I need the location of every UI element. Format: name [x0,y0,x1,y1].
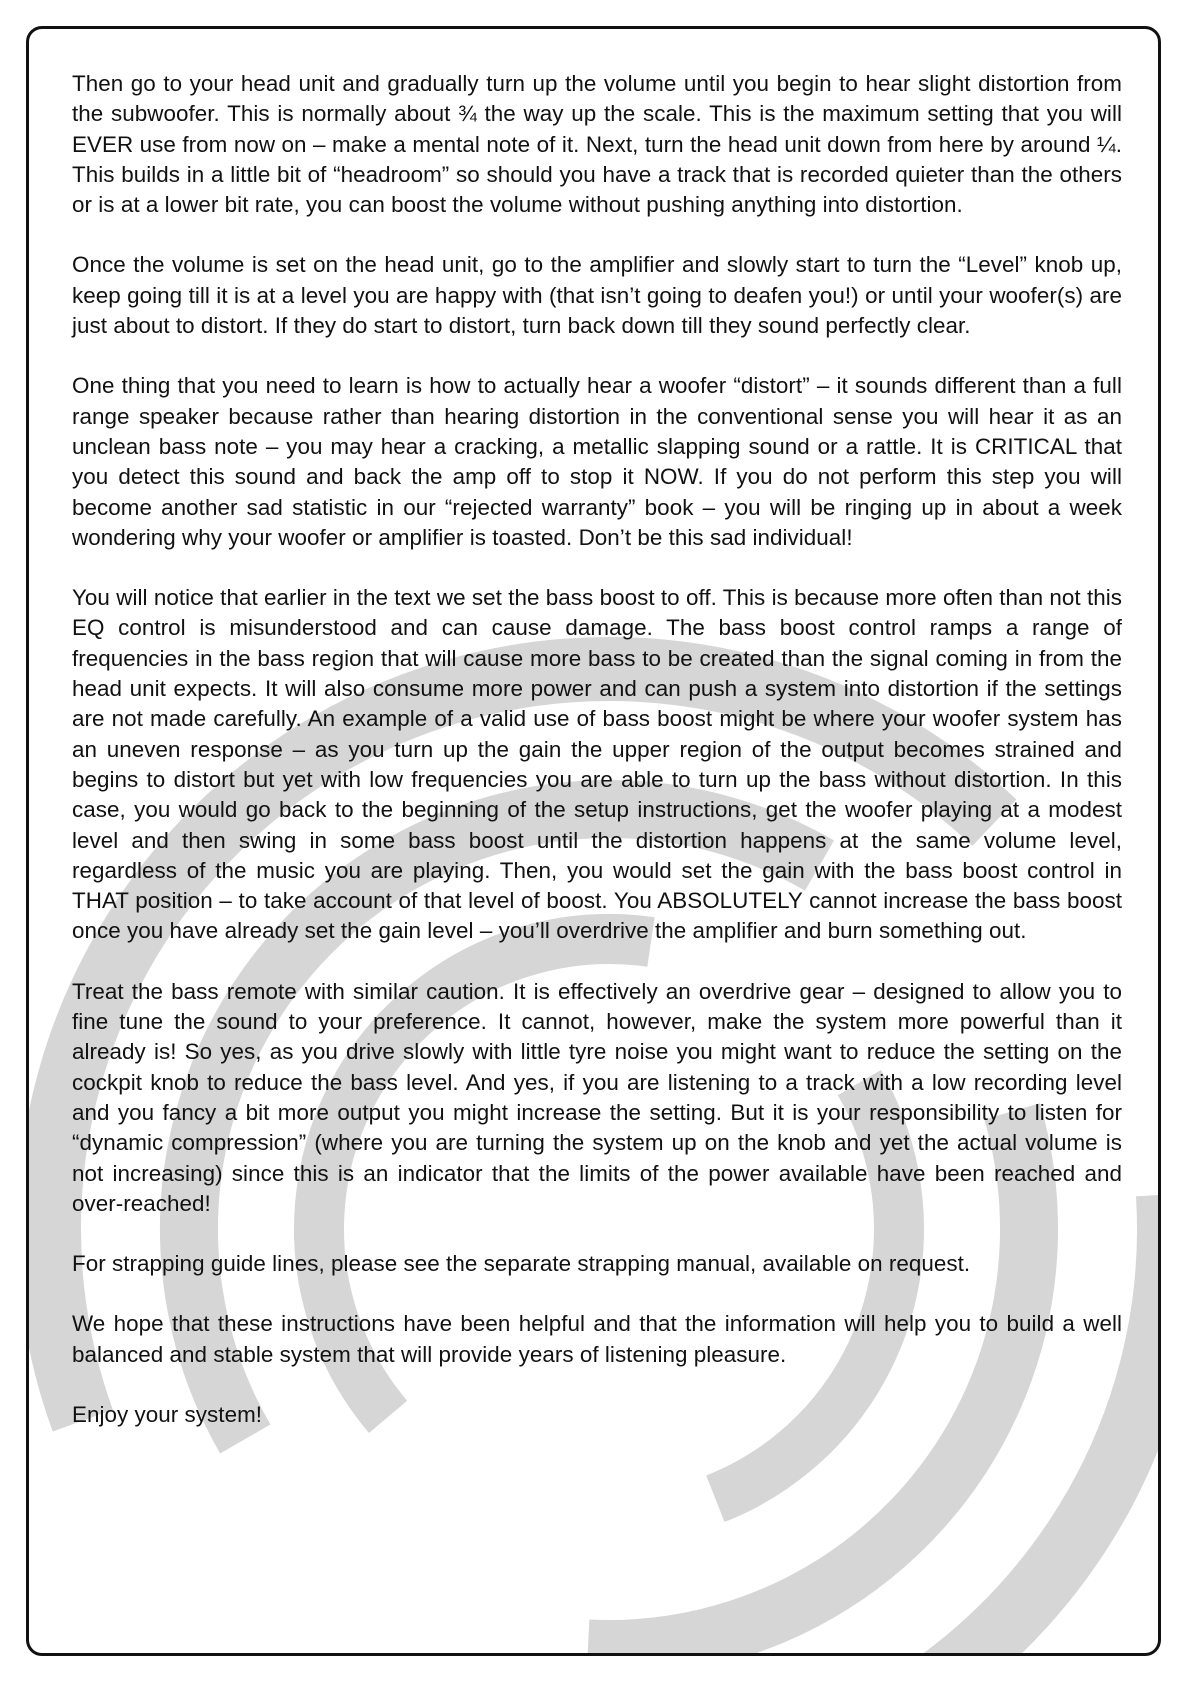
document-body [72,69,1122,1460]
paragraph-8: Enjoy your system! [72,1401,263,1427]
paragraph-6: For strapping guide lines, please see the separate strapping manual, available on request. [72,1251,971,1277]
paragraph-1: Then go to your head unit and gradually turn up the volume until you begin to hear slight distortion from the subwoofer. This is normally about ¾ the way up the scale. This is the maximum setting that you will EVER use from now on – make a mental note of it. Next, turn the head unit down from here by around ¼. This builds in a little bit of “headroom” so should you have a track that is recorded quieter than the others or is at a lower bit rate, you can boost the volume without pushing anything into distortion. [72,71,1122,218]
paragraph-3: One thing that you need to learn is how to actually hear a woofer “distort” – it sounds different than a full range speaker because rather than hearing distortion in the conventional sense you will hear it as an unclean bass note – you may hear a cracking, a metallic slapping sound or a rattle. It is CRITICAL that you detect this sound and back the amp off to stop it NOW. If you do not perform this step you will become another sad statistic in our “rejected warranty” book – you will be ringing up in about a week wondering why your woofer or amplifier is toasted. Don’t be this sad individual! [72,373,1122,550]
page-frame [26,26,1161,1656]
paragraph-2: Once the volume is set on the head unit, go to the amplifier and slowly start to turn the “Level” knob up, keep going till it is at a level you are happy with (that isn’t going to deafen you!) or until your woofer(s) are just about to distort. If they do start to distort, turn back down till they sound perfectly clear. [72,252,1122,339]
paragraph-5: Treat the bass remote with similar caution. It is effectively an overdrive gear – designed to allow you to fine tune the sound to your preference. It cannot, however, make the system more powerful than it already is! So yes, as you drive slowly with little tyre noise you might want to reduce the setting on the cockpit knob to reduce the bass level. And yes, if you are listening to a track with a low recording level and you fancy a bit more output you might increase the setting. But it is your responsibility to listen for “dynamic compression” (where you are turning the system up on the knob and yet the actual volume is not increasing) since this is an indicator that the limits of the power available have been reached and over-reached! [72,978,1122,1216]
paragraph-4: You will notice that earlier in the text we set the bass boost to off. This is because more often than not this EQ control is misunderstood and can cause damage. The bass boost control ramps a range of frequencies in the bass region that will cause more bass to be created than the signal coming in from the head unit expects. It will also consume more power and can push a system into distortion if the settings are not made carefully. An example of a valid use of bass boost might be where your woofer system has an uneven response – as you turn up the gain the upper region of the output becomes strained and begins to distort but yet with low frequencies you are able to turn up the bass without distortion. In this case, you would go back to the beginning of the setup instructions, get the woofer playing at a modest level and then swing in some bass boost until the distortion happens at the same volume level, regardless of the music you are playing. Then, you would set the gain with the bass boost control in THAT position – to take account of that level of boost. You ABSOLUTELY cannot increase the bass boost once you have already set the gain level – you’ll overdrive the amplifier and burn something out. [72,585,1122,944]
paragraph-7: We hope that these instructions have been helpful and that the information will help you to build a well balanced and stable system that will provide years of listening pleasure. [72,1311,1122,1367]
